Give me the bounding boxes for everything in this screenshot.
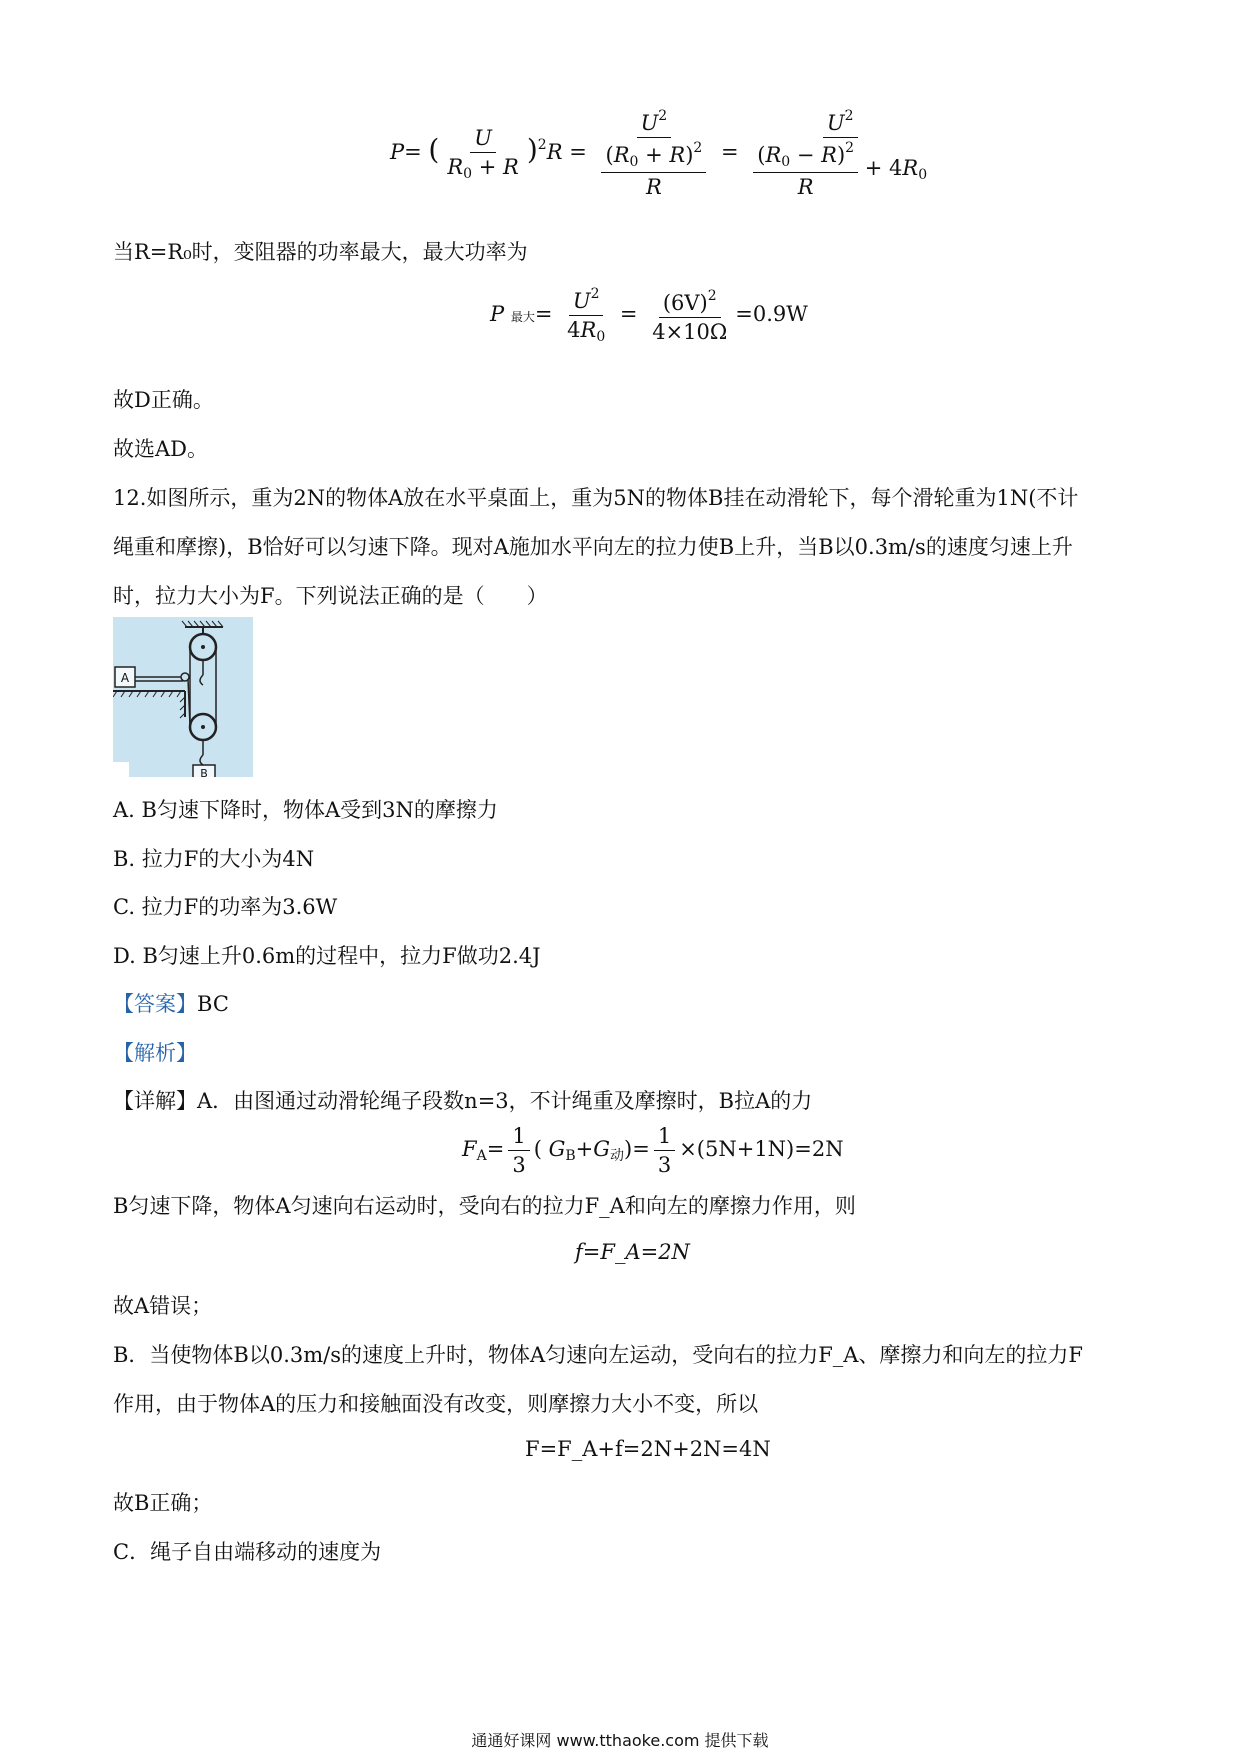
- text-b-correct: 故B正确；: [113, 1491, 213, 1515]
- analysis-tag: 【解析】: [113, 1041, 197, 1065]
- text-d-correct: 故D正确。: [113, 388, 214, 412]
- footer-source: 通通好课网 www.tthaoke.com 提供下载: [471, 1731, 769, 1750]
- formula-max-power: P 最大= $\frac{U^2}{4R_0}$ = $\frac{(6V)^2}{4\times 10\Omega}$ =0.9W: [490, 286, 808, 345]
- text-max-power: 当R=R₀时，变阻器的功率最大，最大功率为: [113, 240, 528, 264]
- option-c: C. 拉力F的功率为3.6W: [113, 895, 338, 919]
- answer-tag: 【答案】: [113, 992, 197, 1016]
- text-choose-ad: 故选AD。: [113, 437, 209, 461]
- answer-line: [113, 988, 229, 1018]
- answer-value: BC: [197, 992, 229, 1016]
- text-a-wrong: 故A错误；: [113, 1294, 213, 1318]
- block-a-label: A: [120, 671, 130, 685]
- option-a: A. B匀速下降时，物体A受到3N的摩擦力: [113, 798, 498, 822]
- max-power-result: =0.9W: [735, 302, 808, 326]
- text-b-line1: B．当使物体B以0.3m/s的速度上升时，物体A匀速向左运动，受向右的拉力F_A、摩擦力和向左的拉力F: [113, 1343, 1083, 1367]
- text-b-line2: 作用，由于物体A的压力和接触面没有改变，则摩擦力大小不变，所以: [113, 1392, 759, 1416]
- question-12-line1: 12.如图所示，重为2N的物体A放在水平桌面上，重为5N的物体B挂在动滑轮下，每个滑轮重为1N(不计: [113, 486, 1079, 510]
- text-b-descends: B匀速下降，物体A匀速向右运动时，受向右的拉力F_A和向左的摩擦力作用，则: [113, 1194, 856, 1218]
- formula-power-derivation: P= ( $\frac{U}{R_0 + R}$ )$^2$R = $\frac{U^2}{\frac{(R_0 + R)^2}{R}}$ = $U^2$ $\frac{(R_0 - R)^2}{R}$ + $4R_0$: [390, 108, 928, 199]
- formula-fa: $F_A=$ $\frac{1}{3}$ ( $G_B+G_动)=$ $\frac{1}{3}$ ×(5N+1N)=2N: [462, 1124, 844, 1177]
- detail-tag: 【详解】: [113, 1089, 197, 1113]
- fa-result: =2N: [794, 1137, 844, 1161]
- option-d: D. B匀速上升0.6m的过程中，拉力F做功2.4J: [113, 944, 541, 968]
- text-c-line: C．绳子自由端移动的速度为: [113, 1540, 382, 1564]
- question-12-line3: 时，拉力大小为F。下列说法正确的是（ ）: [113, 584, 548, 608]
- formula-pull-force: F=F_A+f=2N+2N=4N: [525, 1437, 771, 1461]
- block-b-label: B: [200, 767, 208, 777]
- analysis-line: [113, 1037, 197, 1067]
- max-label: 最大: [510, 310, 535, 324]
- option-b: B. 拉力F的大小为4N: [113, 847, 315, 871]
- pulley-figure: [113, 617, 253, 777]
- formula-friction: f=F_A=2N: [575, 1240, 690, 1264]
- question-12-line2: 绳重和摩擦)，B恰好可以匀速下降。现对A施加水平向左的拉力使B上升，当B以0.3m/s的速度匀速上升: [113, 535, 1073, 559]
- detail-a-text: A．由图通过动滑轮绳子段数n=3，不计绳重及摩擦时，B拉A的力: [197, 1089, 813, 1113]
- detail-a-line: [113, 1085, 812, 1115]
